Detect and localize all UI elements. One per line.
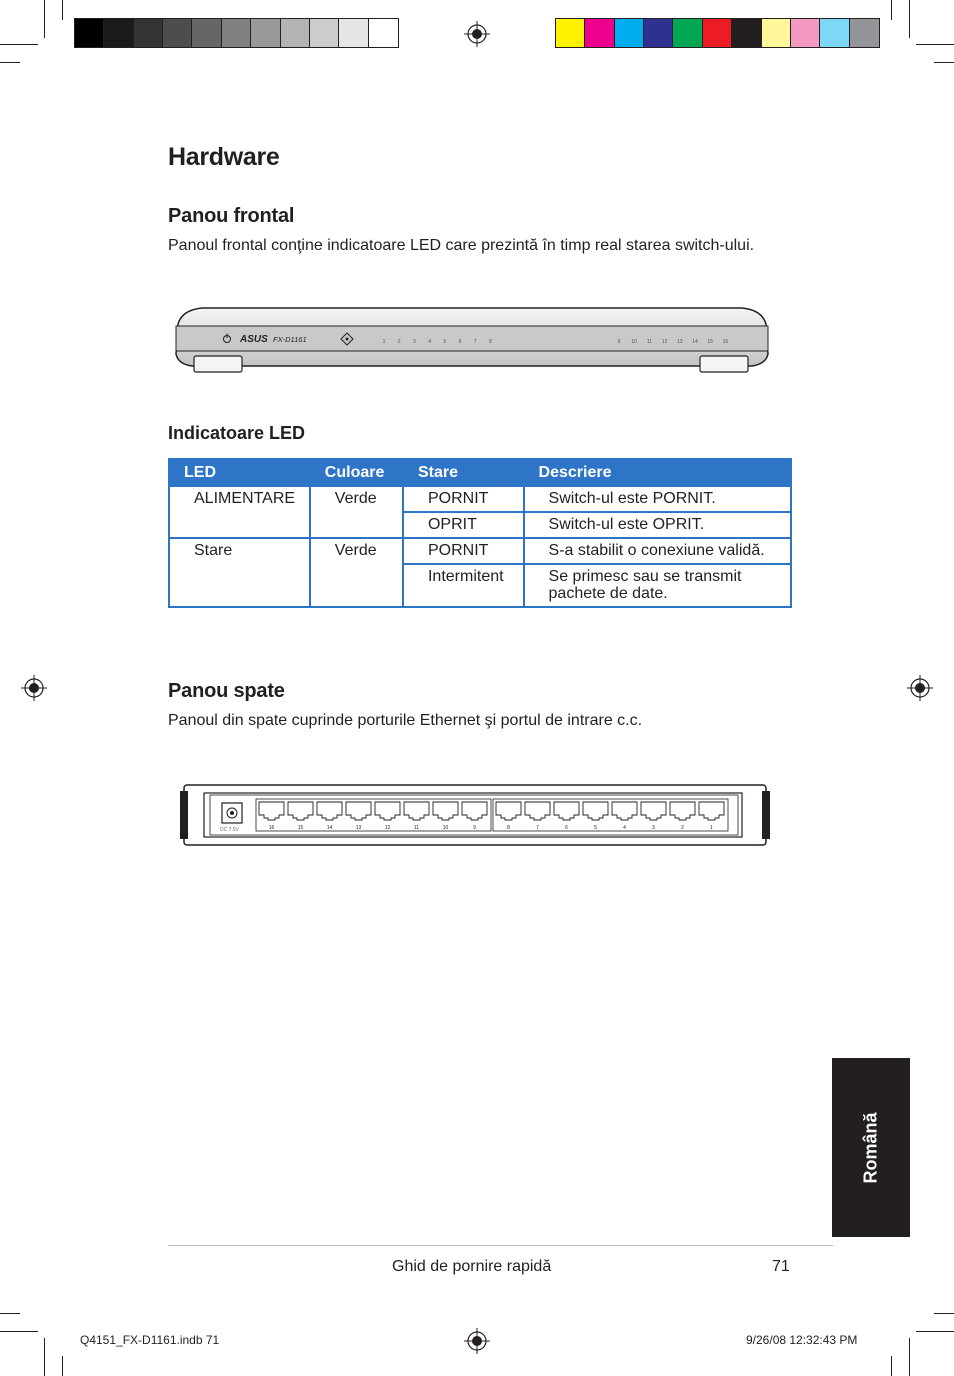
led-color-cell: Verde [310, 538, 403, 607]
language-label: Română [860, 1111, 881, 1184]
ethernet-port-label: 5 [594, 825, 597, 831]
col-header: Stare [403, 459, 524, 486]
col-header: Culoare [310, 459, 403, 486]
slug-timestamp: 9/26/08 12:32:43 PM [746, 1333, 858, 1347]
color-swatch [369, 19, 398, 47]
table-header-row [169, 459, 791, 486]
language-tab [832, 1058, 910, 1237]
ethernet-port-label: 8 [507, 825, 510, 831]
ethernet-port-label: 13 [355, 825, 362, 831]
port-led-number: 3 [413, 339, 416, 345]
port-led-number: 6 [458, 339, 462, 345]
led-name-cell: Stare [169, 538, 310, 607]
dc-input-label: DC 7.5V [220, 827, 239, 833]
ethernet-port-label: 16 [268, 825, 275, 831]
port-led-number: 14 [692, 339, 698, 345]
color-bar [555, 18, 880, 48]
ethernet-port-label: 1 [710, 825, 713, 831]
color-swatch [644, 19, 673, 47]
port-led-number: 1 [382, 339, 386, 345]
brand-logo: ASUS [240, 334, 268, 345]
color-swatch [556, 19, 585, 47]
led-state-cell: PORNIT [403, 538, 524, 564]
ethernet-port-label: 10 [442, 825, 449, 831]
led-indicators-heading: Indicatoare LED [168, 423, 306, 443]
led-description-cell: Se primesc sau se transmit pachete de date. [524, 564, 791, 607]
color-swatch [762, 19, 791, 47]
led-description-cell: S-a stabilit o conexiune validă. [524, 538, 791, 564]
model-label: FX-D1161 [273, 335, 307, 344]
color-swatch [820, 19, 849, 47]
page-title: Hardware [168, 143, 280, 171]
ethernet-port-label: 3 [652, 825, 655, 831]
led-name-cell: ALIMENTARE [169, 486, 310, 538]
ethernet-port-label: 7 [536, 825, 539, 831]
footer-divider [168, 1245, 833, 1246]
color-swatch [222, 19, 251, 47]
table-row [169, 538, 791, 564]
ethernet-port-label: 2 [681, 825, 684, 831]
color-swatch [615, 19, 644, 47]
front-panel-description: Panoul frontal conţine indicatoare LED care prezintă în timp real starea switch-ului. [168, 237, 755, 254]
color-swatch [163, 19, 192, 47]
ethernet-port-label: 12 [384, 825, 391, 831]
color-swatch [850, 19, 879, 47]
page-number: 71 [772, 1258, 790, 1275]
port-led-number: 13 [677, 339, 683, 345]
registration-mark-icon [464, 21, 490, 47]
led-description-cell: Switch-ul este PORNIT. [524, 486, 791, 512]
color-swatch [104, 19, 133, 47]
led-state-cell: Intermitent [403, 564, 524, 607]
color-swatch [192, 19, 221, 47]
color-swatch [251, 19, 280, 47]
rear-panel-description: Panoul din spate cuprinde porturile Ethernet şi portul de intrare c.c. [168, 712, 643, 729]
front-panel-heading: Panou frontal [168, 205, 295, 227]
rear-panel-illustration [180, 781, 770, 851]
color-swatch [339, 19, 368, 47]
col-header: LED [169, 459, 310, 486]
color-swatch [791, 19, 820, 47]
ethernet-port-label: 11 [413, 825, 420, 831]
port-led-number: 15 [707, 339, 713, 345]
registration-mark-icon [464, 1328, 490, 1354]
color-swatch [75, 19, 104, 47]
color-swatch [134, 19, 163, 47]
ethernet-port-label: 9 [473, 825, 476, 831]
port-led-number: 7 [473, 339, 477, 345]
color-swatch [673, 19, 702, 47]
port-led-number: 16 [722, 339, 729, 345]
ethernet-port-label: 4 [623, 825, 626, 831]
slug-filename: Q4151_FX-D1161.indb 71 [80, 1333, 220, 1347]
led-description-cell: Switch-ul este OPRIT. [524, 512, 791, 538]
led-state-cell: OPRIT [403, 512, 524, 538]
registration-mark-icon [21, 675, 47, 701]
port-led-number: 8 [489, 339, 492, 345]
ethernet-port-label: 14 [326, 825, 333, 831]
led-color-cell: Verde [310, 486, 403, 538]
dc-power-jack-icon [222, 803, 242, 823]
port-led-number: 4 [428, 339, 431, 345]
registration-mark-icon [907, 675, 933, 701]
color-swatch [585, 19, 614, 47]
ethernet-port-label: 15 [297, 825, 304, 831]
color-swatch [703, 19, 732, 47]
port-led-number: 9 [617, 339, 621, 345]
port-led-number: 2 [397, 339, 401, 345]
port-led-number: 5 [443, 339, 447, 345]
color-swatch [732, 19, 761, 47]
rear-panel-heading: Panou spate [168, 680, 285, 702]
led-state-cell: PORNIT [403, 486, 524, 512]
color-swatch [310, 19, 339, 47]
led-table [168, 458, 792, 608]
ethernet-port-label: 6 [565, 825, 568, 831]
port-led-number: 11 [646, 339, 653, 345]
grayscale-bar [74, 18, 399, 48]
color-swatch [281, 19, 310, 47]
front-panel-illustration [172, 304, 772, 378]
col-header: Descriere [524, 459, 791, 486]
footer-guide-title: Ghid de pornire rapidă [392, 1258, 552, 1275]
port-led-number: 10 [631, 339, 637, 345]
table-row [169, 486, 791, 512]
port-led-number: 12 [661, 339, 668, 345]
